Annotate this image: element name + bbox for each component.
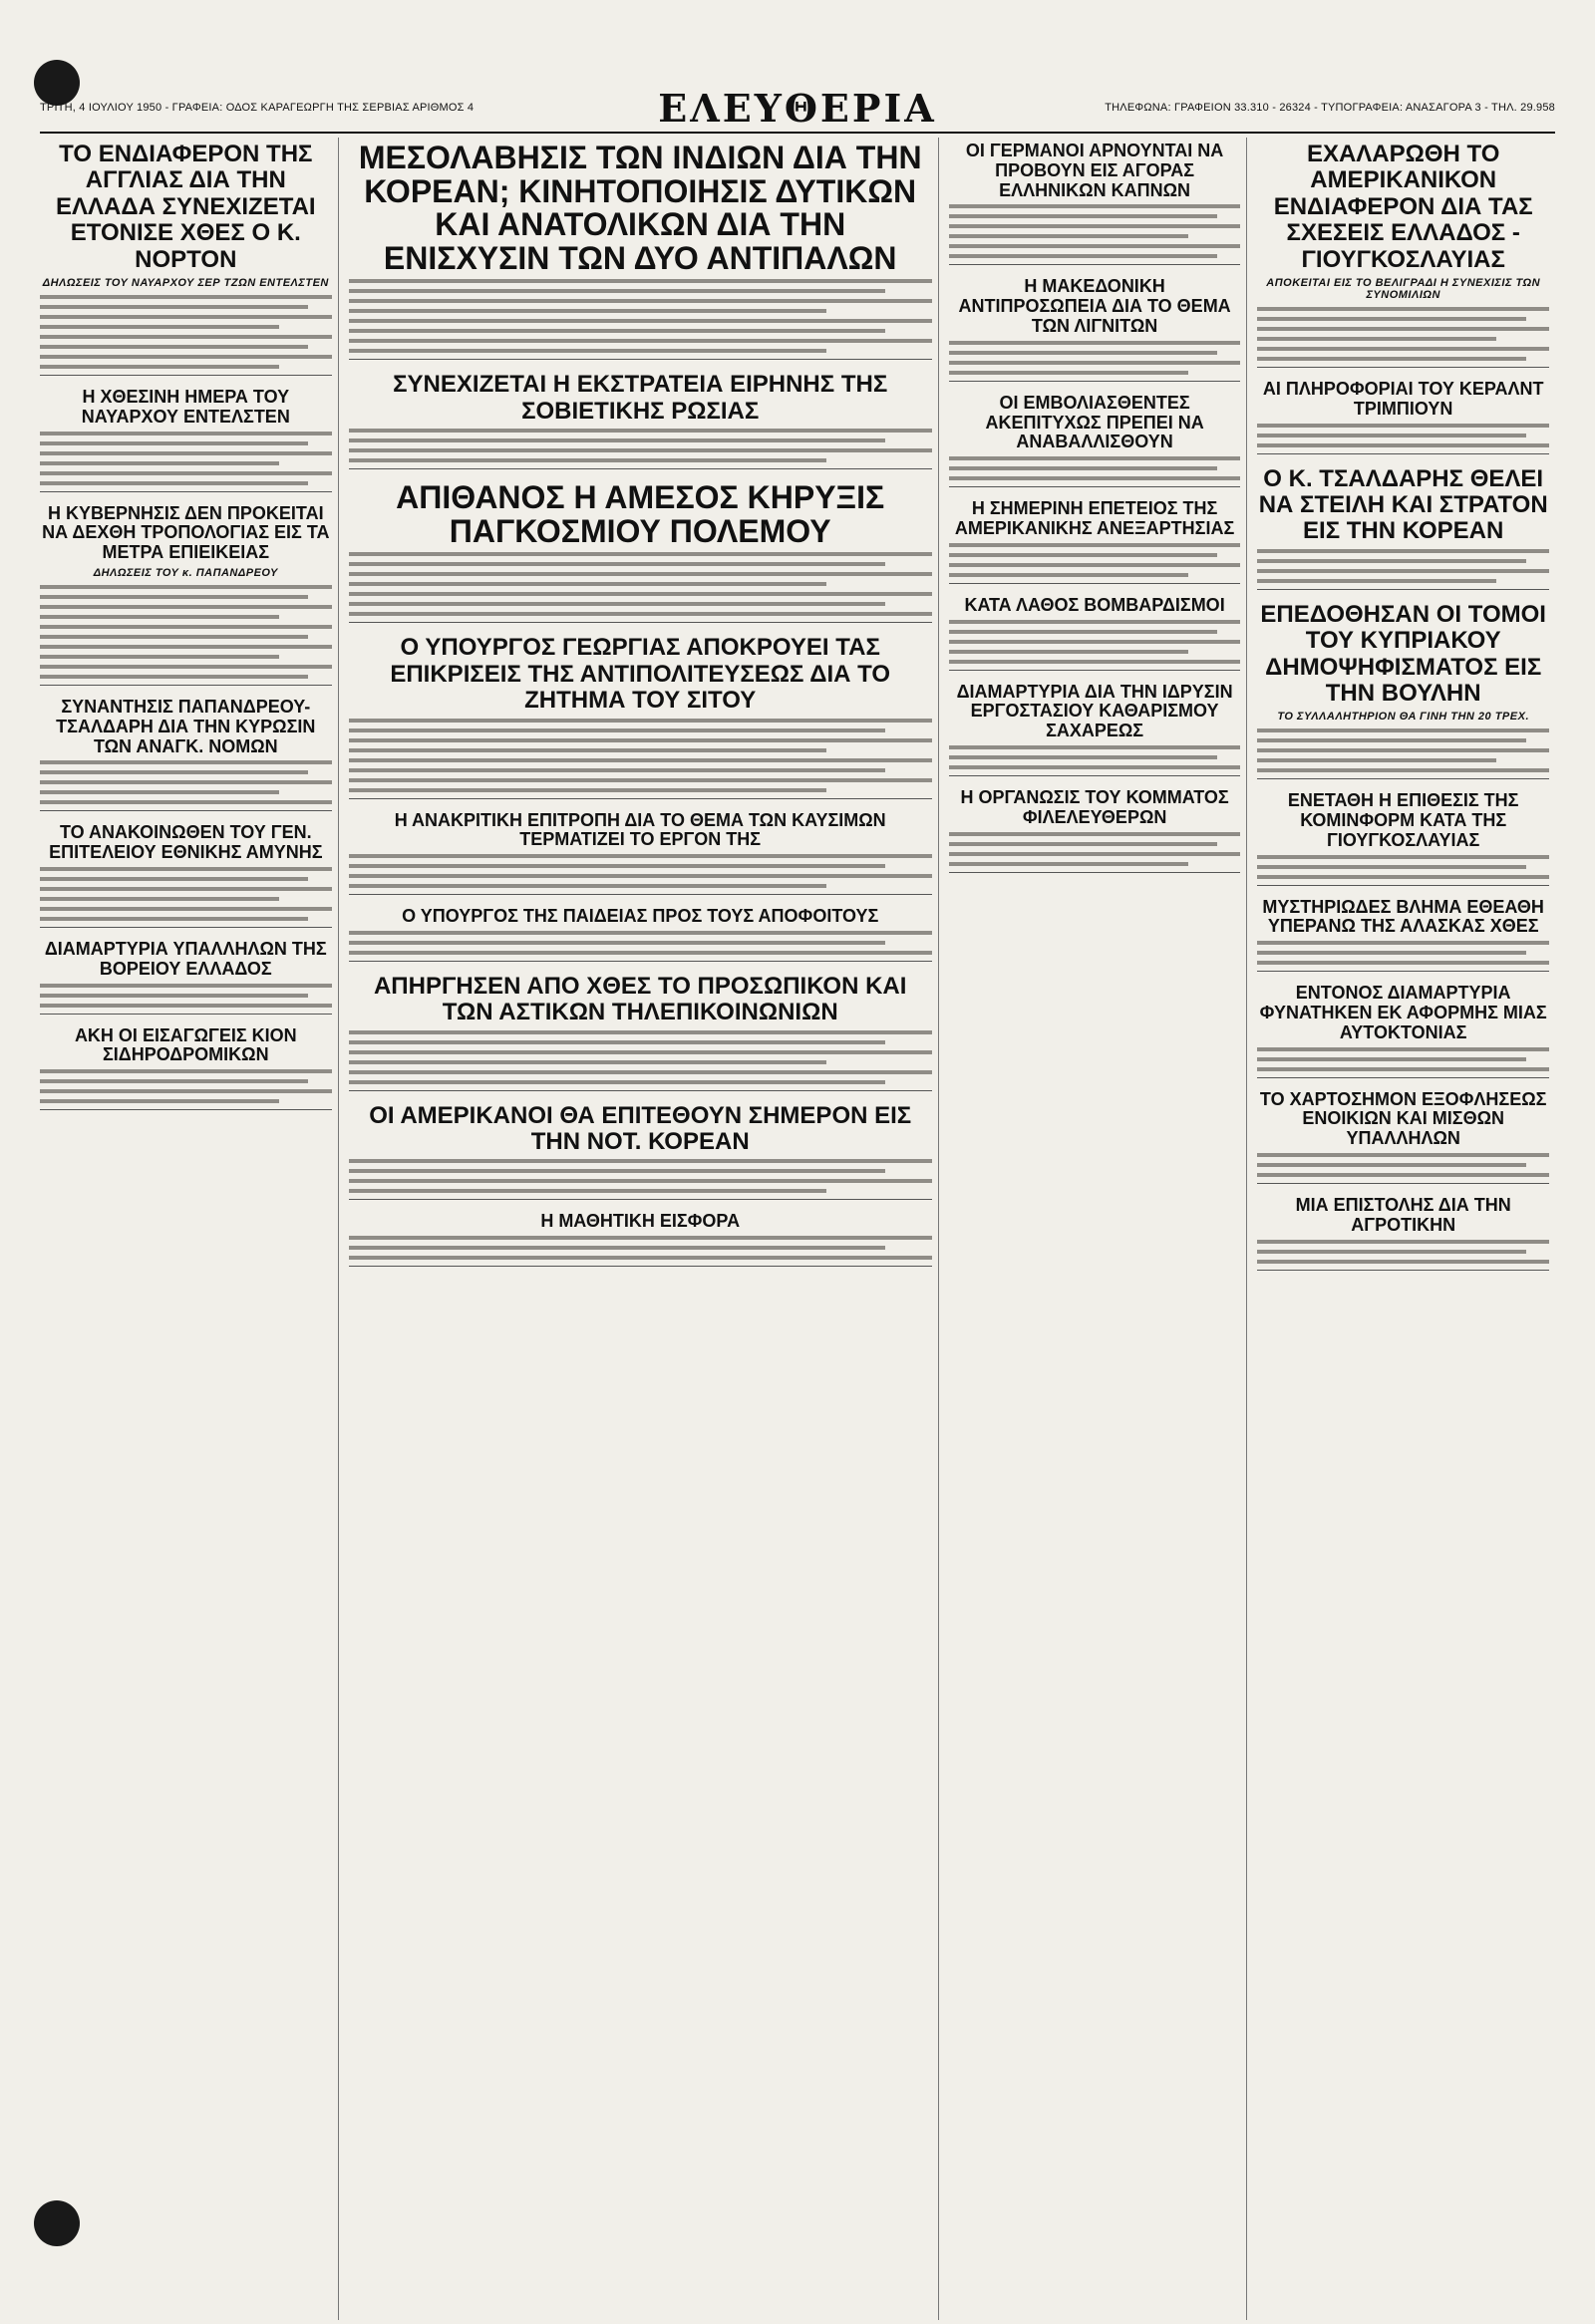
- article-stamp-duty: [1257, 1086, 1549, 1184]
- article-americans-attack: [349, 1099, 932, 1201]
- masthead: [40, 84, 1555, 134]
- article-general-staff-announcement: [40, 819, 332, 928]
- headline-german-tobacco: ΟΙ ΓΕΡΜΑΝΟΙ ΑΡΝΟΥΝΤΑΙ ΝΑ ΠΡΟΒΟΥΝ ΕΙΣ ΑΓΟΡΑΣ ΕΛΛΗΝΙΚΩΝ ΚΑΠΝΩΝ: [965, 141, 1224, 200]
- headline-agricultural-letter: ΜΙΑ ΕΠΙΣΤΟΛΗΣ ΔΙΑ ΤΗΝ ΑΓΡΟΤΙΚΗΝ: [1295, 1195, 1511, 1235]
- article-body: [349, 1236, 932, 1260]
- headline-tsaldaris-korea: Ο Κ. ΤΣΑΛΔΑΡΗΣ ΘΕΛΕΙ ΝΑ ΣΤΕΙΛΗ ΚΑΙ ΣΤΡΑΤΟΝ ΕΙΣ ΤΗΝ ΚΟΡΕΑΝ: [1258, 464, 1548, 545]
- headline-alaska-object: ΜΥΣΤΗΡΙΩΔΕΣ ΒΛΗΜΑ ΕΘΕΑΘΗ ΥΠΕΡΑΝΩ ΤΗΣ ΑΛΑΣΚΑΣ ΧΘΕΣ: [1262, 896, 1544, 937]
- article-england-interest: [40, 138, 332, 376]
- headline-herald-tribune: ΑΙ ΠΛΗΡΟΦΟΡΙΑΙ ΤΟΥ ΚΕΡΑΛΝΤ ΤΡΙΜΠΙΟΥΝ: [1262, 378, 1544, 419]
- article-suicide-protest: [1257, 980, 1549, 1077]
- article-body: [1257, 855, 1549, 879]
- column-2: [349, 138, 939, 2320]
- article-north-greece-protest: [40, 936, 332, 1015]
- article-mistaken-bombings: [949, 592, 1241, 671]
- article-education-minister: [349, 903, 932, 962]
- article-india-korea: [349, 138, 932, 360]
- article-body: [40, 1069, 332, 1103]
- article-body: [349, 931, 932, 955]
- subhead-admiral-statements: ΔΗΛΩΣΕΙΣ ΤΟΥ ΝΑΥΑΡΧΟΥ ΣΕΡ ΤΖΩΝ ΕΝΤΕΛΣΤΕΝ: [42, 276, 329, 289]
- headline-fuel-committee: Η ΑΝΑΚΡΙΤΙΚΗ ΕΠΙΤΡΟΠΗ ΔΙΑ ΤΟ ΘΕΜΑ ΤΩΝ ΚΑΥΣΙΜΩΝ ΤΕΡΜΑΤΙΖΕΙ ΤΟ ΕΡΓΟΝ ΤΗΣ: [394, 809, 886, 850]
- article-body: [40, 867, 332, 921]
- article-body: [949, 620, 1241, 664]
- article-fuel-committee: [349, 807, 932, 896]
- column-1: [40, 138, 339, 2320]
- article-body: [349, 719, 932, 792]
- article-body: [949, 543, 1241, 577]
- headline-north-greece-protest: ΔΙΑΜΑΡΤΥΡΙΑ ΥΠΑΛΛΗΛΩΝ ΤΗΣ ΒΟΡΕΙΟΥ ΕΛΛΑΔΟΣ: [44, 938, 327, 979]
- article-body: [349, 854, 932, 888]
- newspaper-title: ΕΛΕΥΘΕΡΙΑ: [658, 85, 937, 131]
- article-body: [1257, 728, 1549, 772]
- article-body: [349, 1159, 932, 1193]
- article-world-war-unlikely: [349, 477, 932, 623]
- masthead-date-line: ΤΡΙΤΗ, 4 ΙΟΥΛΙΟΥ 1950 - ΓΡΑΦΕΙΑ: ΟΔΟΣ ΚΑΡΑΓΕΩΡΓΗ ΤΗΣ ΣΕΡΒΙΑΣ ΑΡΙΘΜΟΣ 4: [40, 102, 475, 114]
- article-body: [1257, 1047, 1549, 1071]
- headline-government-amendments: Η ΚΥΒΕΡΝΗΣΙΣ ΔΕΝ ΠΡΟΚΕΙΤΑΙ ΝΑ ΔΕΧΘΗ ΤΡΟΠΟΛΟΓΙΑΣ ΕΙΣ ΤΑ ΜΕΤΡΑ ΕΠΙΕΙΚΕΙΑΣ: [42, 502, 330, 563]
- headline-wheat-minister: Ο ΥΠΟΥΡΓΟΣ ΓΕΩΡΓΙΑΣ ΑΠΟΚΡΟΥΕΙ ΤΑΣ ΕΠΙΚΡΙΣΕΙΣ ΤΗΣ ΑΝΤΙΠΟΛΙΤΕΥΣΕΩΣ ΔΙΑ ΤΟ ΖΗΤΗΜΑ ΤΟΥ ΣΙΤΟΥ: [390, 634, 891, 715]
- article-railway-imports: [40, 1022, 332, 1111]
- subhead-rally-date: ΤΟ ΣΥΛΛΑΛΗΤΗΡΙΟΝ ΘΑ ΓΙΝΗ ΤΗΝ 20 ΤΡΕΧ.: [1277, 711, 1530, 724]
- article-cominform-yugoslavia: [1257, 787, 1549, 885]
- article-body: [949, 456, 1241, 480]
- headline-admiral-day: Η ΧΘΕΣΙΝΗ ΗΜΕΡΑ ΤΟΥ ΝΑΥΑΡΧΟΥ ΕΝΤΕΛΣΤΕΝ: [81, 386, 290, 427]
- headline-soviet-peace-campaign: ΣΥΝΕΧΙΖΕΤΑΙ Η ΕΚΣΤΡΑΤΕΙΑ ΕΙΡΗΝΗΣ ΤΗΣ ΣΟΒΙΕΤΙΚΗΣ ΡΩΣΙΑΣ: [393, 371, 888, 425]
- article-body: [349, 1030, 932, 1084]
- article-macedonian-lignite: [949, 273, 1241, 381]
- headline-americans-attack: ΟΙ ΑΜΕΡΙΚΑΝΟΙ ΘΑ ΕΠΙΤΕΘΟΥΝ ΣΗΜΕΡΟΝ ΕΙΣ ΤΗΝ ΝΟΤ. ΚΟΡΕΑΝ: [369, 1101, 912, 1156]
- headline-cominform-yugoslavia: ΕΝΕΤΑΘΗ Η ΕΠΙΘΕΣΙΣ ΤΗΣ ΚΟΜΙΝΦΟΡΜ ΚΑΤΑ ΤΗΣ ΓΙΟΥΓΚΟΣΛΑΥΙΑΣ: [1287, 790, 1519, 850]
- article-body: [40, 984, 332, 1008]
- headline-macedonian-lignite: Η ΜΑΚΕΔΟΝΙΚΗ ΑΝΤΙΠΡΟΣΩΠΕΙΑ ΔΙΑ ΤΟ ΘΕΜΑ ΤΩΝ ΛΙΓΝΙΤΩΝ: [958, 276, 1231, 336]
- article-tsaldaris-korea: [1257, 462, 1549, 590]
- article-german-tobacco: [949, 138, 1241, 265]
- headline-american-independence: Η ΣΗΜΕΡΙΝΗ ΕΠΕΤΕΙΟΣ ΤΗΣ ΑΜΕΡΙΚΑΝΙΚΗΣ ΑΝΕΞΑΡΤΗΣΙΑΣ: [954, 498, 1235, 538]
- article-body: [349, 279, 932, 353]
- article-agricultural-letter: [1257, 1192, 1549, 1271]
- article-student-contribution: [349, 1208, 932, 1267]
- article-alaska-object: [1257, 894, 1549, 973]
- article-cyprus-plebiscite: [1257, 598, 1549, 780]
- headline-education-minister: Ο ΥΠΟΥΡΓΟΣ ΤΗΣ ΠΑΙΔΕΙΑΣ ΠΡΟΣ ΤΟΥΣ ΑΠΟΦΟΙΤΟΥΣ: [402, 906, 879, 927]
- headline-telecom-strike: ΑΠΗΡΓΗΣΕΝ ΑΠΟ ΧΘΕΣ ΤΟ ΠΡΟΣΩΠΙΚΟΝ ΚΑΙ ΤΩΝ ΑΣΤΙΚΩΝ ΤΗΛΕΠΙΚΟΙΝΩΝΙΩΝ: [373, 972, 907, 1026]
- article-telecom-strike: [349, 970, 932, 1091]
- article-herald-tribune: [1257, 376, 1549, 454]
- article-body: [40, 585, 332, 679]
- headline-papandreou-tsaldaris: ΣΥΝΑΝΤΗΣΙΣ ΠΑΠΑΝΔΡΕΟΥ-ΤΣΑΛΔΑΡΗ ΔΙΑ ΤΗΝ ΚΥΡΩΣΙΝ ΤΩΝ ΑΝΑΓΚ. ΝΟΜΩΝ: [56, 696, 316, 756]
- article-american-independence: [949, 495, 1241, 584]
- article-body: [40, 295, 332, 369]
- headline-cyprus-plebiscite: ΕΠΕΔΟΘΗΣΑΝ ΟΙ ΤΟΜΟΙ ΤΟΥ ΚΥΠΡΙΑΚΟΥ ΔΗΜΟΨΗΦΙΣΜΑΤΟΣ ΕΙΣ ΤΗΝ ΒΟΥΛΗΝ: [1260, 600, 1546, 707]
- headline-student-contribution: Η ΜΑΘΗΤΙΚΗ ΕΙΣΦΟΡΑ: [540, 1211, 741, 1232]
- article-soviet-peace-campaign: [349, 368, 932, 469]
- article-body: [349, 552, 932, 616]
- headline-world-war-unlikely: ΑΠΙΘΑΝΟΣ Η ΑΜΕΣΟΣ ΚΗΡΥΞΙΣ ΠΑΓΚΟΣΜΙΟΥ ΠΟΛΕΜΟΥ: [396, 479, 885, 549]
- headline-mistaken-bombings: ΚΑΤΑ ΛΑΘΟΣ ΒΟΜΒΑΡΔΙΣΜΟΙ: [964, 594, 1225, 615]
- article-body: [1257, 549, 1549, 583]
- column-3: [949, 138, 1248, 2320]
- article-wheat-minister: [349, 631, 932, 798]
- article-body: [349, 429, 932, 462]
- article-body: [949, 745, 1241, 769]
- subhead-papandreou-statements: ΔΗΛΩΣΕΙΣ ΤΟΥ κ. ΠΑΠΑΝΔΡΕΟΥ: [93, 566, 278, 579]
- page-content: [40, 138, 1555, 2320]
- article-us-greece-yugoslavia: [1257, 138, 1549, 368]
- article-body: [1257, 424, 1549, 447]
- headline-vaccination: ΟΙ ΕΜΒΟΛΙΑΣΘΕΝΤΕΣ ΑΚΕΠΙΤΥΧΩΣ ΠΡΕΠΕΙ ΝΑ ΑΝΑΒΑΛΛΙΣΘΟΥΝ: [985, 392, 1204, 452]
- headline-england-interest: ΤΟ ΕΝΔΙΑΦΕΡΟΝ ΤΗΣ ΑΓΓΛΙΑΣ ΔΙΑ ΤΗΝ ΕΛΛΑΔΑ ΣΥΝΕΧΙΖΕΤΑΙ ΕΤΟΝΙΣΕ ΧΘΕΣ Ο Κ. ΝΟΡΤΟΝ: [56, 141, 316, 273]
- headline-railway-imports: ΑΚΗ ΟΙ ΕΙΣΑΓΩΓΕΙΣ ΚΙΟΝ ΣΙΔΗΡΟΔΡΟΜΙΚΩΝ: [74, 1024, 297, 1065]
- headline-liberal-party: Η ΟΡΓΑΝΩΣΙΣ ΤΟΥ ΚΟΜΜΑΤΟΣ ΦΙΛΕΛΕΥΘΕΡΩΝ: [960, 786, 1229, 827]
- headline-general-staff: ΤΟ ΑΝΑΚΟΙΝΩΘΕΝ ΤΟΥ ΓΕΝ. ΕΠΙΤΕΛΕΙΟΥ ΕΘΝΙΚΗΣ ΑΜΥΝΗΣ: [49, 822, 323, 863]
- masthead-phone-line: ΤΗΛΕΦΩΝΑ: ΓΡΑΦΕΙΟΝ 33.310 - 26324 - ΤΥΠΟΓΡΑΦΕΙΑ: ΑΝΑΣΑΓΟΡΑ 3 - ΤΗΛ. 29.958: [1105, 102, 1555, 114]
- article-papandreou-tsaldaris-meeting: [40, 694, 332, 811]
- article-body: [40, 432, 332, 485]
- article-sugar-factory: [949, 679, 1241, 776]
- article-body: [949, 341, 1241, 375]
- headline-suicide-protest: ΕΝΤΟΝΟΣ ΔΙΑΜΑΡΤΥΡΙΑ ΦΥΝΑΤΗΚΕΝ ΕΚ ΑΦΟΡΜΗΣ ΜΙΑΣ ΑΥΤΟΚΤΟΝΙΑΣ: [1259, 983, 1547, 1042]
- column-4: [1257, 138, 1555, 2320]
- article-body: [949, 204, 1241, 258]
- article-admiral-day: [40, 384, 332, 492]
- article-body: [1257, 1240, 1549, 1264]
- headline-us-greece-yugoslavia: ΕΧΑΛΑΡΩΘΗ ΤΟ ΑΜΕΡΙΚΑΝΙΚΟΝ ΕΝΔΙΑΦΕΡΟΝ ΔΙΑ ΤΑΣ ΣΧΕΣΕΙΣ ΕΛΛΑΔΟΣ - ΓΙΟΥΓΚΟΣΛΑΥΙΑΣ: [1273, 141, 1533, 273]
- headline-sugar-factory: ΔΙΑΜΑΡΤΥΡΙΑ ΔΙΑ ΤΗΝ ΙΔΡΥΣΙΝ ΕΡΓΟΣΤΑΣΙΟΥ ΚΑΘΑΡΙΣΜΟΥ ΣΑΧΑΡΕΩΣ: [956, 681, 1233, 741]
- article-government-amendments: [40, 500, 332, 686]
- headline-india-korea: ΜΕΣΟΛΑΒΗΣΙΣ ΤΩΝ ΙΝΔΙΩΝ ΔΙΑ ΤΗΝ ΚΟΡΕΑΝ; ΚΙΝΗΤΟΠΟΙΗΣΙΣ ΔΥΤΙΚΩΝ ΚΑΙ ΑΝΑΤΟΛΙΚΩΝ ΔΙΑ ΤΗΝ ΕΝΙΣΧΥΣΙΝ ΤΩΝ ΔΥΟ ΑΝΤΙΠΑΛΩΝ: [358, 140, 922, 276]
- article-body: [1257, 1153, 1549, 1177]
- headline-stamp-duty: ΤΟ ΧΑΡΤΟΣΗΜΟΝ ΕΞΟΦΛΗΣΕΩΣ ΕΝΟΙΚΙΩΝ ΚΑΙ ΜΙΣΘΩΝ ΥΠΑΛΛΗΛΩΝ: [1259, 1088, 1547, 1149]
- article-body: [1257, 307, 1549, 361]
- article-body: [1257, 941, 1549, 965]
- article-vaccination: [949, 390, 1241, 487]
- article-body: [40, 760, 332, 804]
- article-liberal-party: [949, 784, 1241, 873]
- subhead-belgrade-talks: ΑΠΟΚΕΙΤΑΙ ΕΙΣ ΤΟ ΒΕΛΙΓΡΑΔΙ Η ΣΥΝΕΧΙΣΙΣ ΤΩΝ ΣΥΝΟΜΙΛΙΩΝ: [1266, 276, 1541, 301]
- article-body: [949, 832, 1241, 866]
